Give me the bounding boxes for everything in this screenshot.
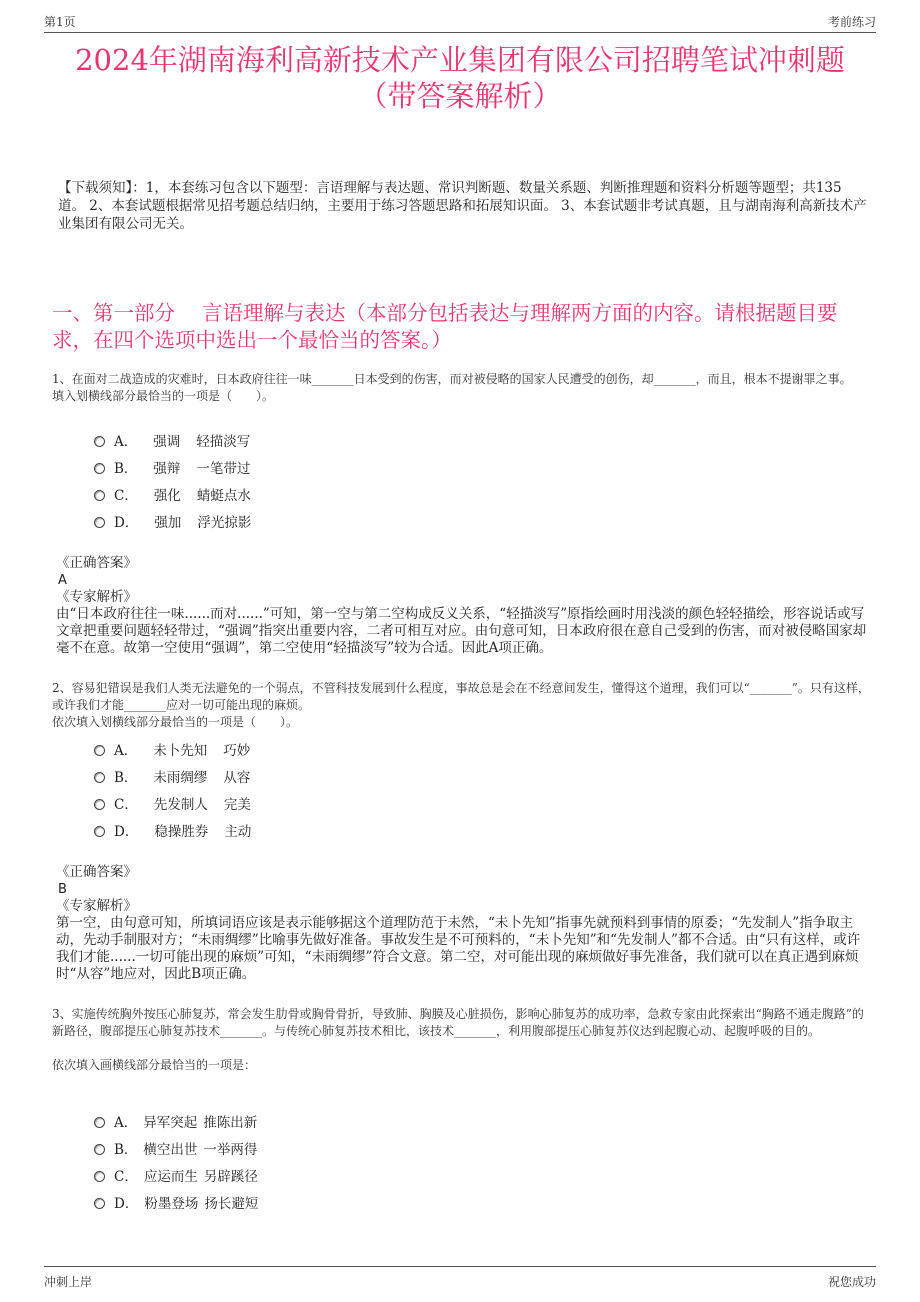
question-stem: 3、实施传统胸外按压心肺复苏，常会发生肋骨或胸骨骨折，导致肺、胸膜及心脏损伤，影响心肺复苏的成功率，急救专家由此探索出“胸路不通走腹路”的新路径，腹部提压心肺复苏技术_______。与传统心肺复苏技术相比，该技术_______，利用腹部提压心肺复苏仪达到起腹心动、起腹呼吸的目的。 bbox=[52, 1007, 864, 1038]
option-d[interactable]: D． 粉墨登场 扬长避短 bbox=[94, 1188, 258, 1215]
footer-right-text: 祝您成功 bbox=[827, 1275, 876, 1289]
radio-icon[interactable] bbox=[94, 1171, 105, 1182]
option-d[interactable]: D． 稳操胜券 主动 bbox=[94, 816, 251, 843]
section-title: 一、第一部分 言语理解与表达（本部分包括表达与理解两方面的内容。请根据题目要求，在四个选项中选出一个最恰当的答案。） bbox=[52, 301, 838, 352]
page-header bbox=[44, 10, 876, 33]
answer-block-q2 bbox=[56, 864, 872, 983]
analysis-label: 《专家解析》 bbox=[56, 898, 137, 914]
analysis-text: 第一空，由句意可知，所填词语应该是表示能够据这个道理防范于未然，“未卜先知”指事先就预料到事情的原委；“先发制人”指争取主动，先动手制服对方；“未雨绸缪”比喻事先做好准备。事故发生是不可预料的，“未卜先知”和“先发制人”都不合适。由“只有这样，或许我们才能......一切可能出现的麻烦”可知，“未雨绸缪”符合文意。第二空，对可能出现的麻烦做好事先准备，我们就可以在真正遇到麻烦时“从容”地应对，因此B项正确。 bbox=[56, 915, 861, 982]
radio-icon[interactable] bbox=[94, 799, 105, 810]
radio-icon[interactable] bbox=[94, 1144, 105, 1155]
option-b[interactable]: B． 横空出世 一举两得 bbox=[94, 1134, 258, 1161]
radio-icon[interactable] bbox=[94, 745, 105, 756]
radio-icon[interactable] bbox=[94, 490, 105, 501]
answer-value: A bbox=[58, 573, 67, 588]
question-prompt: 依次填入划横线部分最恰当的一项是（ ）。 bbox=[52, 715, 299, 729]
option-d[interactable]: D． 强加 浮光掠影 bbox=[94, 507, 251, 534]
radio-icon[interactable] bbox=[94, 772, 105, 783]
radio-icon[interactable] bbox=[94, 1117, 105, 1128]
radio-icon[interactable] bbox=[94, 463, 105, 474]
answer-label: 《正确答案》 bbox=[56, 864, 137, 880]
page-footer bbox=[44, 1266, 876, 1293]
radio-icon[interactable] bbox=[94, 436, 105, 447]
options-q2 bbox=[94, 735, 251, 843]
question-stem: 1、在面对二战造成的灾难时，日本政府往往一味_______日本受到的伤害，而对被侵略的国家人民遭受的创伤，却_______，而且，根本不提谢罪之事。 bbox=[52, 372, 852, 386]
page-number: 第1页 bbox=[44, 15, 76, 29]
option-c[interactable]: C． 先发制人 完美 bbox=[94, 789, 251, 816]
question-stem: 2、容易犯错误是我们人类无法避免的一个弱点，不管科技发展到什么程度，事故总是会在不经意间发生，懂得这个道理，我们可以“_______”。只有这样，或许我们才能_______应对一切可能出现的麻烦。 bbox=[52, 681, 870, 712]
answer-value: B bbox=[58, 882, 67, 897]
radio-icon[interactable] bbox=[94, 826, 105, 837]
question-prompt: 填入划横线部分最恰当的一项是（ ）。 bbox=[52, 389, 275, 403]
option-a[interactable]: A． 未卜先知 巧妙 bbox=[94, 735, 251, 762]
header-tag: 考前练习 bbox=[827, 15, 876, 29]
title-line-1: 2024年湖南海利高新技术产业集团有限公司招聘笔试冲刺题 bbox=[75, 43, 845, 77]
radio-icon[interactable] bbox=[94, 1198, 105, 1209]
option-b[interactable]: B． 强辩 一笔带过 bbox=[94, 453, 251, 480]
question-3 bbox=[52, 1006, 872, 1074]
analysis-text: 由“日本政府往往一味......而对......”可知，第一空与第二空构成反义关系，“轻描淡写”原指绘画时用浅淡的颜色轻轻描绘，形容说话或写文章把重要问题轻轻带过，“强调”指突出重要内容，二者可相互对应。由句意可知，日本政府很在意自己受到的伤害，而对被侵略国家却毫不在意。故第一空使用“强调”，第二空使用“轻描淡写”较为合适。因此A项正确。 bbox=[56, 606, 867, 656]
options-q1 bbox=[94, 426, 251, 534]
options-q3 bbox=[94, 1107, 258, 1215]
footer-left-text: 冲刺上岸 bbox=[44, 1275, 93, 1289]
analysis-label: 《专家解析》 bbox=[56, 589, 137, 605]
question-1 bbox=[52, 371, 872, 405]
question-prompt: 依次填入画横线部分最恰当的一项是： bbox=[52, 1058, 257, 1072]
option-c[interactable]: C． 应运而生 另辟蹊径 bbox=[94, 1161, 258, 1188]
option-b[interactable]: B． 未雨绸缪 从容 bbox=[94, 762, 251, 789]
question-2 bbox=[52, 680, 872, 731]
option-c[interactable]: C． 强化 蜻蜓点水 bbox=[94, 480, 251, 507]
title-line-2: （带答案解析） bbox=[358, 79, 562, 113]
download-notice: 【下载须知】：1，本套练习包含以下题型：言语理解与表达题、常识判断题、数量关系题、判断推理题和资料分析题等题型；共135道。 2、本套试题根据常见招考题总结归纳，主要用于练习答题思路和拓展知识面。 3、本套试题非考试真题，且与湖南海利高新技术产业集团有限公司无关。 bbox=[58, 180, 867, 232]
option-a[interactable]: A． 强调 轻描淡写 bbox=[94, 426, 251, 453]
radio-icon[interactable] bbox=[94, 517, 105, 528]
answer-label: 《正确答案》 bbox=[56, 555, 137, 571]
answer-block-q1 bbox=[56, 555, 872, 657]
document-title bbox=[40, 42, 880, 114]
option-a[interactable]: A． 异军突起 推陈出新 bbox=[94, 1107, 258, 1134]
